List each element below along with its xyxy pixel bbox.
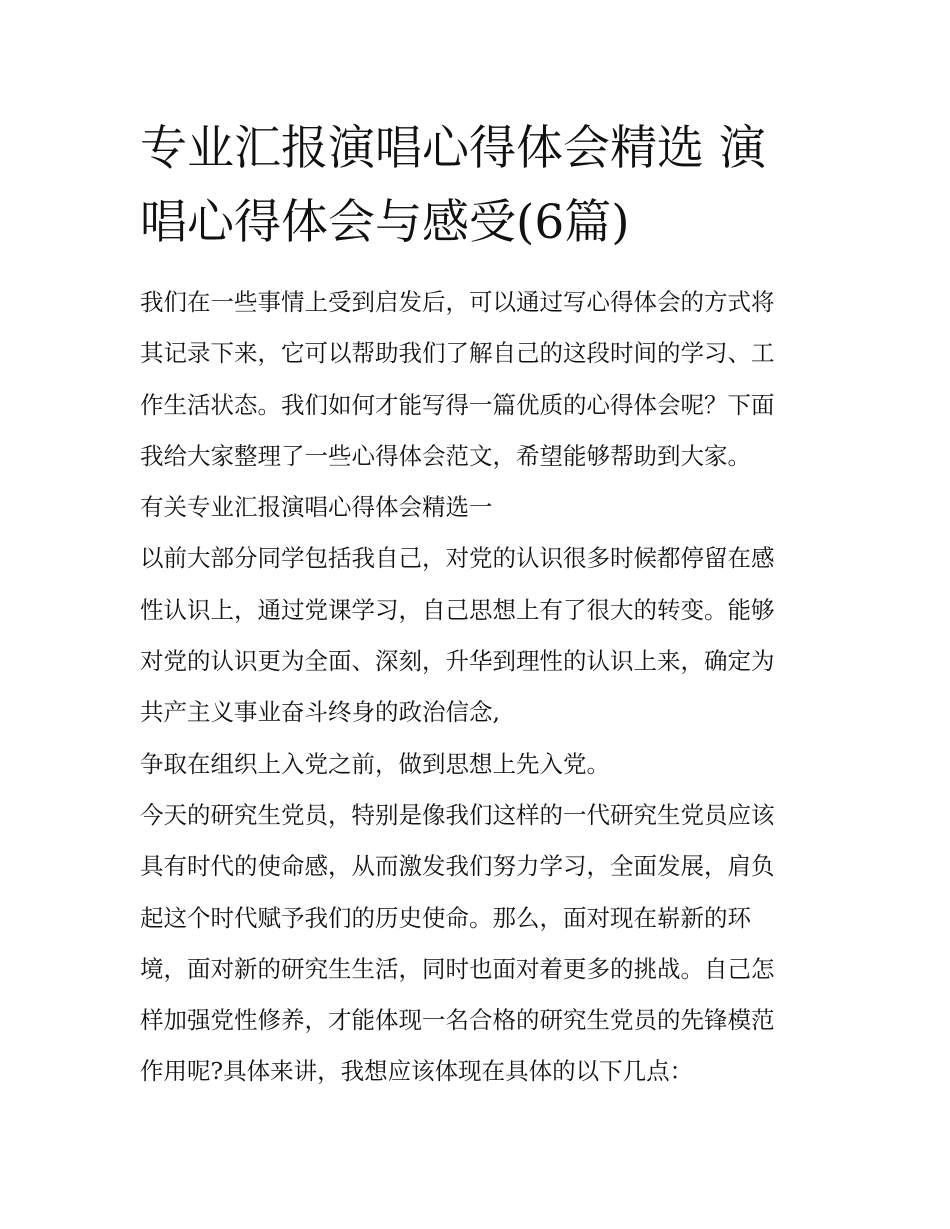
body-line: 我们在一些事情上受到启发后，可以通过写心得体会的方式将 (140, 288, 775, 316)
body-line: 我给大家整理了一些心得体会范文，希望能够帮助到大家。 (140, 441, 751, 470)
body-line: 起这个时代赋予我们的历史使命。那么，面对现在崭新的环 (140, 903, 751, 932)
body-line: 对党的认识更为全面、深刻，升华到理性的认识上来，确定为 (140, 647, 775, 676)
body-line: 其记录下来，它可以帮助我们了解自己的这段时间的学习、工 (140, 339, 775, 368)
document-body (140, 280, 830, 1101)
body-line: 以前大部分同学包括我自己，对党的认识很多时候都停留在感 (140, 544, 775, 573)
section-heading: 有关专业汇报演唱心得体会精选一 (140, 493, 493, 522)
body-line: 今天的研究生党员，特别是像我们这样的一代研究生党员应该 (140, 800, 775, 829)
document-title (140, 112, 830, 260)
body-line: 境，面对新的研究生生活，同时也面对着更多的挑战。自己怎 (140, 954, 775, 983)
body-line: 共产主义事业奋斗终身的政治信念, (140, 698, 500, 727)
body-line: 性认识上，通过党课学习，自己思想上有了很大的转变。能够 (140, 595, 775, 624)
body-line: 具有时代的使命感，从而激发我们努力学习，全面发展，肩负 (140, 852, 775, 881)
body-line: 作生活状态。我们如何才能写得一篇优质的心得体会呢？下面 (140, 390, 775, 419)
body-line: 样加强党性修养，才能体现一名合格的研究生党员的先锋模范 (140, 1006, 775, 1035)
body-line: 争取在组织上入党之前，做到思想上先入党。 (140, 749, 610, 778)
body-line: 作用呢?具体来讲，我想应该体现在具体的以下几点： (140, 1057, 694, 1086)
title-line: 唱心得体会与感受(6篇) (140, 195, 630, 250)
title-line: 专业汇报演唱心得体会精选 演 (140, 121, 766, 176)
